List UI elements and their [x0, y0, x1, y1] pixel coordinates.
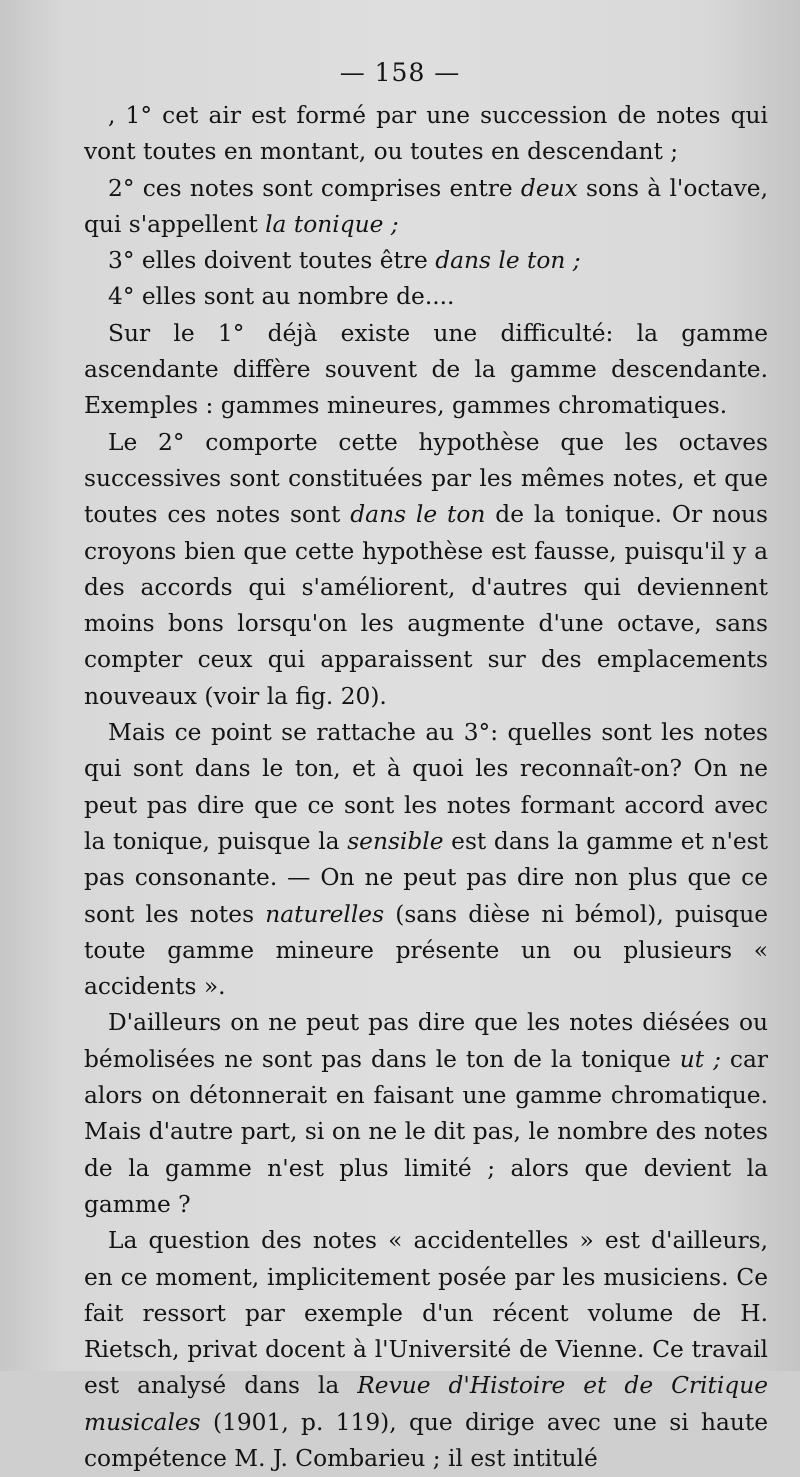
paragraph	[84, 243, 768, 279]
italic-run: dans le ton ;	[435, 247, 581, 275]
text-run: La question des notes « accidentelles » est d'ailleurs, en ce moment, implicitement posée par les musiciens. Ce fait ressort par exemple d'un récent volume de H. Rietsch, privat docent à l'Université de Vienne. Ce travail est analysé dans la	[84, 1227, 768, 1400]
italic-run: deux	[520, 174, 578, 202]
text-run: , 1° cet air est formé par une succession de notes qui vont toutes en montant, ou toutes en descendant ;	[84, 102, 768, 166]
text-run: Sur le 1° déjà existe une difficulté: la gamme ascendante diffère souvent de la gamme descendante. Exemples : gammes mineures, gammes chromatiques.	[84, 319, 768, 420]
paragraph	[84, 715, 768, 1005]
italic-run: la tonique ;	[265, 210, 399, 238]
text-run: car alors on détonnerait en faisant une gamme chromatique. Mais d'autre part, si on ne le dit pas, le nombre des notes de la gamme n'est plus limité ; alors que devient la gamme ?	[84, 1045, 768, 1218]
page-number: — 158 —	[339, 58, 461, 87]
text-run: 4° elles sont au nombre de....	[108, 283, 455, 311]
text-run: 3° elles doivent toutes être	[108, 247, 436, 275]
paragraph	[84, 425, 768, 715]
text-run: D'ailleurs on ne peut pas dire que les notes diésées ou bémolisées ne sont pas dans le ton de la tonique	[84, 1009, 768, 1073]
body-text	[84, 98, 768, 1477]
italic-run: Revue d'Histoire et de Critique musicales	[84, 1372, 769, 1436]
italic-run: dans le ton	[350, 501, 486, 529]
text-run: (1901, p. 119), que dirige avec une si haute compétence M. J. Combarieu ; il est intitulé	[84, 1408, 768, 1472]
text-run: 2° ces notes sont comprises entre	[108, 174, 521, 202]
italic-run: ut ;	[679, 1045, 721, 1073]
italic-run: sensible	[347, 827, 444, 855]
text-run: Le 2° comporte cette hypothèse que les octaves successives sont constituées par les mêmes notes, et que toutes ces notes sont	[84, 428, 768, 529]
text-run: de la tonique. Or nous croyons bien que cette hypothèse est fausse, puisqu'il y a des accords qui s'améliorent, d'autres qui deviennent moins bons lorsqu'on les augmente d'une octave, sans compter ceux qui apparaissent sur des emplacements nouveaux (voir la fig. 20).	[84, 501, 768, 710]
paragraph	[84, 171, 768, 244]
paragraph	[84, 98, 768, 171]
paragraph	[84, 1005, 768, 1223]
italic-run: naturelles	[265, 900, 385, 928]
paragraph	[84, 316, 768, 425]
paragraph	[84, 1223, 768, 1477]
paragraph	[84, 279, 768, 315]
text-run: Mais ce point se rattache au 3°: quelles sont les notes qui sont dans le ton, et à quoi les reconnaît-on? On ne peut pas dire que ce sont les notes formant accord avec la tonique, puisque la	[84, 719, 768, 855]
text-run: sons à l'octave, qui s'appellent	[84, 174, 768, 238]
text-run: est dans la gamme et n'est pas consonante. — On ne peut pas dire non plus que ce sont les notes	[84, 827, 768, 928]
text-run: (sans dièse ni bémol), puisque toute gamme mineure présente un ou plusieurs « accidents ».	[84, 900, 768, 1001]
